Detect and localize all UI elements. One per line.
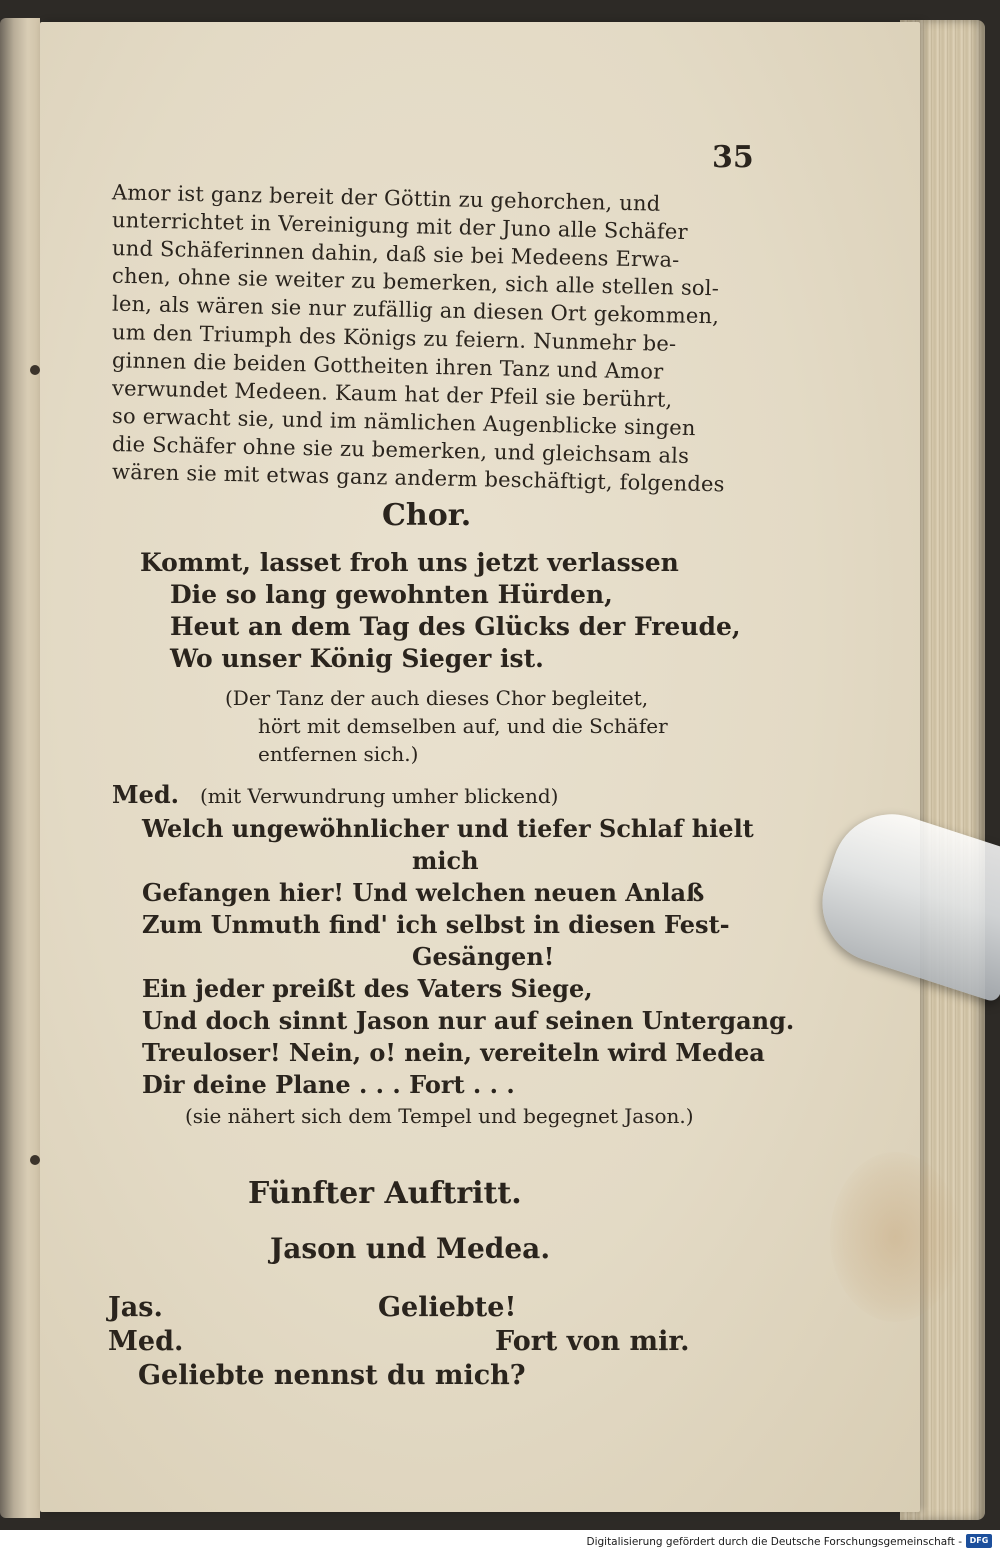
paragraph-line: ginnen die beiden Gottheiten ihren Tanz und Amor [111, 348, 664, 384]
speaker-jas: Jas. [108, 1292, 163, 1323]
dialogue-line: Geliebte! [378, 1292, 517, 1323]
speech-line: Gesängen! [412, 942, 555, 971]
speech-line: Und doch sinnt Jason nur auf seinen Untergang. [142, 1006, 795, 1035]
scene-persons: Jason und Medea. [270, 1232, 551, 1265]
speech-line: Zum Unmuth find' ich selbst in diesen Fest- [142, 910, 730, 939]
speaker-med: Med. [108, 1326, 184, 1357]
stage-direction-line: (sie nähert sich dem Tempel und begegnet Jason.) [185, 1104, 694, 1128]
verse-line: Heut an dem Tag des Glücks der Freude, [170, 612, 741, 641]
binding-thread-mark [30, 365, 40, 375]
scene-heading: Fünfter Auftritt. [248, 1176, 522, 1211]
left-page-edge [0, 18, 40, 1518]
paragraph-line: chen, ohne sie weiter zu bemerken, sich alle stellen sol- [111, 263, 720, 301]
paragraph-line: Amor ist ganz bereit der Göttin zu gehorchen, und [111, 180, 661, 216]
speech-line: Treuloser! Nein, o! nein, vereiteln wird Medea [142, 1038, 765, 1067]
chor-heading: Chor. [382, 498, 472, 533]
page-number: 35 [712, 140, 754, 175]
stage-direction-line: hört mit demselben auf, und die Schäfer [258, 714, 668, 738]
speech-line: Ein jeder preißt des Vaters Siege, [142, 974, 593, 1003]
dfg-logo: DFG [966, 1534, 992, 1548]
speaker-med: Med. [112, 780, 179, 809]
stage-direction-inline: (mit Verwundrung umher blickend) [200, 784, 559, 808]
stage-direction-line: (Der Tanz der auch dieses Chor begleitet, [225, 686, 649, 710]
paragraph-line: um den Triumph des Königs zu feiern. Nunmehr be- [111, 320, 677, 356]
speech-line: Gefangen hier! Und welchen neuen Anlaß [142, 878, 705, 907]
paragraph-line: verwundet Medeen. Kaum hat der Pfeil sie berührt, [111, 376, 673, 412]
speech-line: mich [412, 846, 479, 875]
paragraph-line: und Schäferinnen dahin, daß sie bei Medeens Erwa- [111, 236, 680, 272]
funding-credit: Digitalisierung gefördert durch die Deutsche Forschungsgemeinschaft - [586, 1536, 962, 1548]
verse-line: Wo unser König Sieger ist. [170, 644, 544, 673]
dialogue-line: Fort von mir. [495, 1326, 690, 1357]
speech-line: Dir deine Plane . . . Fort . . . [142, 1070, 515, 1099]
paragraph-line: wären sie mit etwas ganz anderm beschäftigt, folgendes [111, 459, 725, 497]
verse-line: Kommt, lasset froh uns jetzt verlassen [140, 548, 679, 577]
paper-stain [830, 1152, 960, 1322]
paragraph-line: unterrichtet in Vereinigung mit der Juno alle Schäfer [111, 207, 688, 245]
binding-thread-mark [30, 1155, 40, 1165]
paragraph-line: die Schäfer ohne sie zu bemerken, und gleichsam als [111, 431, 690, 469]
paragraph-line: len, als wären sie nur zufällig an diesen Ort gekommen, [111, 291, 720, 329]
verse-line: Die so lang gewohnten Hürden, [170, 580, 613, 609]
speech-line: Welch ungewöhnlicher und tiefer Schlaf hielt [142, 814, 754, 843]
dialogue-line: Geliebte nennst du mich? [138, 1360, 526, 1391]
paragraph-line: so erwacht sie, und im nämlichen Augenblicke singen [111, 403, 696, 441]
stage-direction-line: entfernen sich.) [258, 742, 419, 766]
